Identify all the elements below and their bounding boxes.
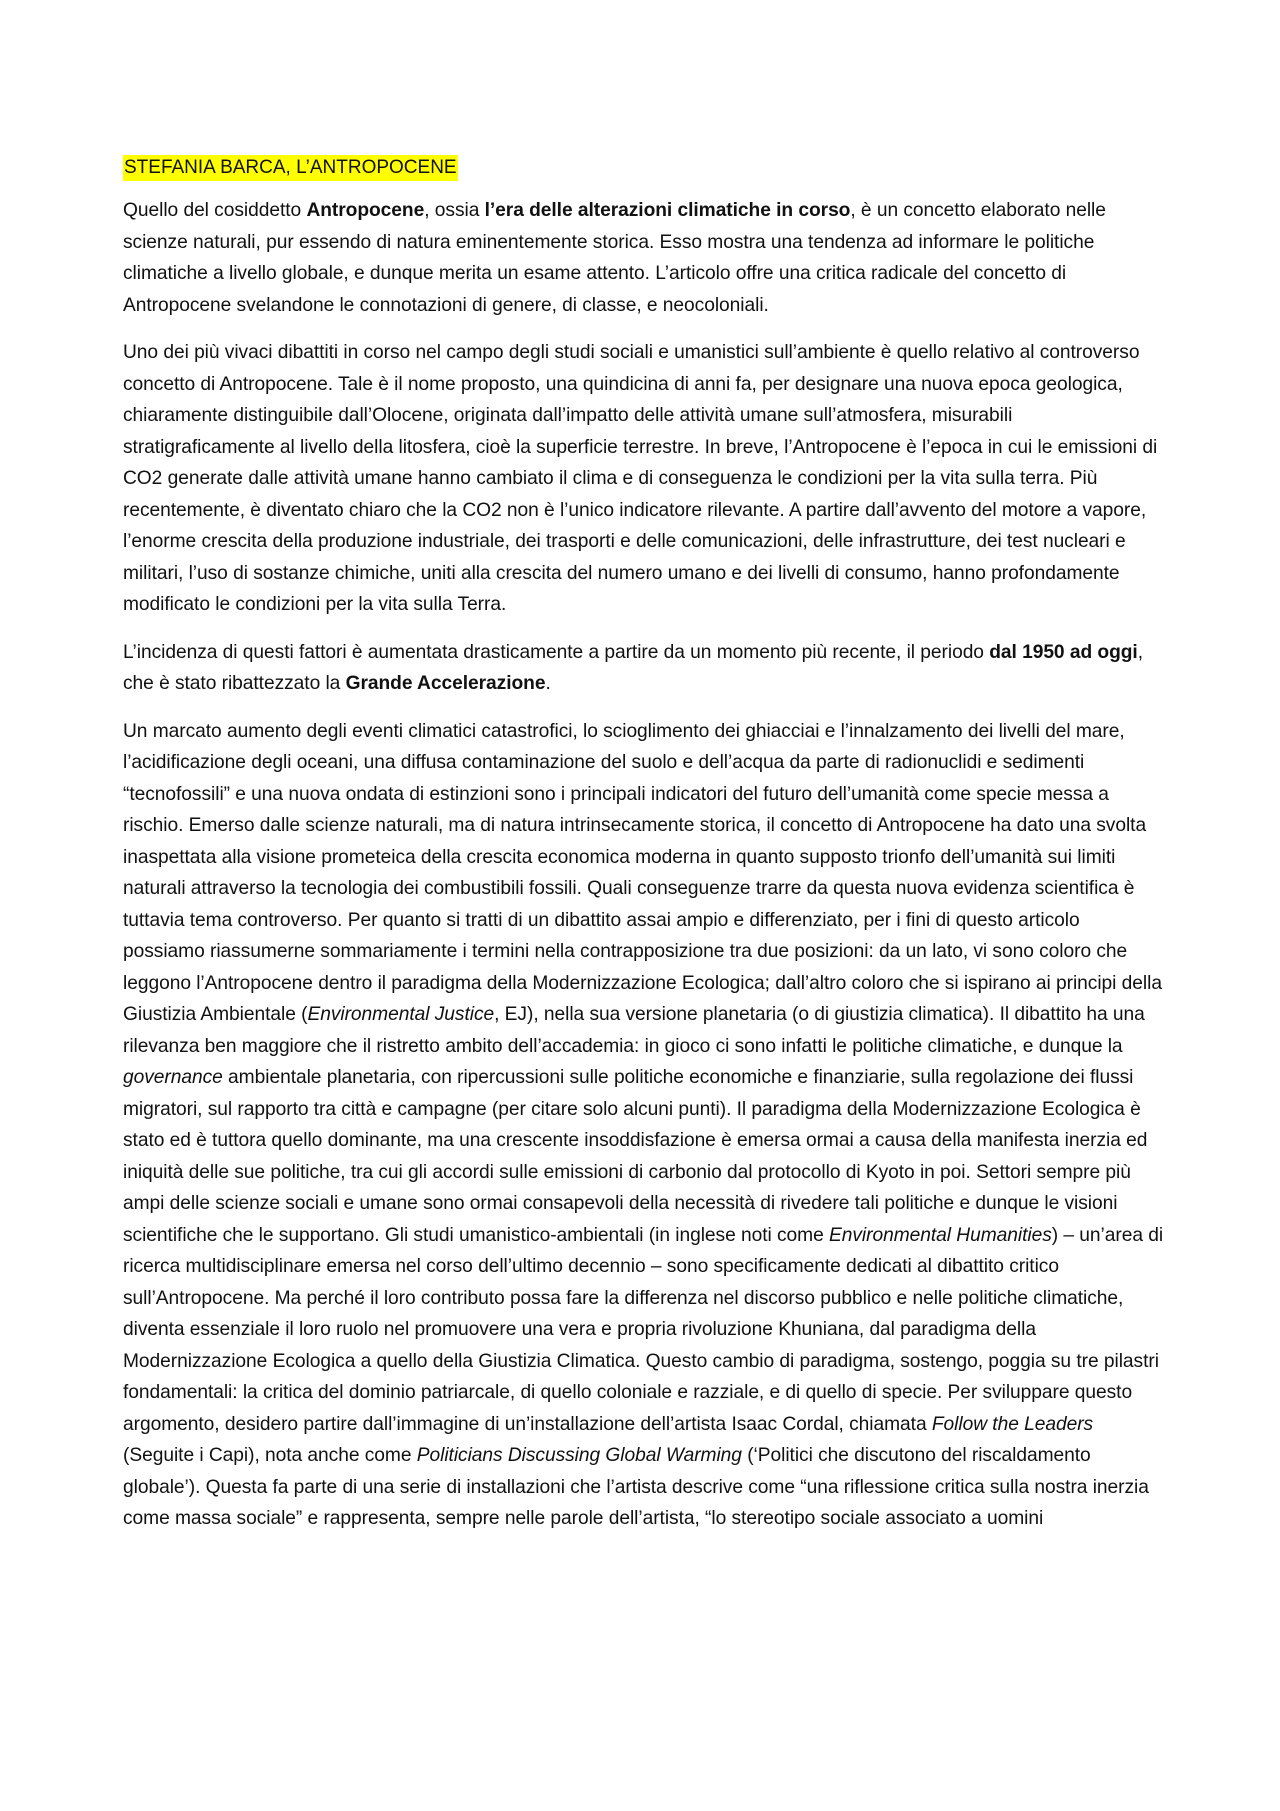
text-run: L’incidenza di questi fattori è aumentata drasticamente a partire da un momento più recente, il periodo: [123, 641, 990, 663]
text-run: ) – un’area di ricerca multidisciplinare emersa nel corso dell’ultimo decennio – sono specificamente dedicati al dibattito critico sull’Antropocene. Ma perché il loro contributo possa fare la differenza nel discorso pubblico e nelle politiche climatiche, diventa essenziale il loro ruolo nel promuovere una vera e propria rivoluzione Khuniana, dal paradigma della Modernizzazione Ecologica a quello della Giustizia Climatica. Questo cambio di paradigma, sostengo, poggia su tre pilastri fondamentali: la critica del dominio patriarcale, di quello coloniale e razziale, e di quello di specie. Per sviluppare questo argomento, desidero partire dall’immagine di un’installazione dell’artista Isaac Cordal, chiamata: [123, 1224, 1164, 1435]
text-run: Quello del cosiddetto: [123, 200, 307, 221]
text-run: .: [545, 673, 551, 694]
text-run: , ossia: [424, 200, 485, 221]
text-run: Un marcato aumento degli eventi climatici catastrofici, lo scioglimento dei ghiacciai e l’innalzamento dei livelli del mare, l’acidificazione degli oceani, una diffusa contaminazione del suolo e dell’acqua da parte di radionuclidi e sedimenti “tecnofossili” e una nuova ondata di estinzioni sono i principali indicatori del futuro dell’umanità come specie messa a rischio. Emerso dalle scienze naturali, ma di natura intrinsecamente storica, il concetto di Antropocene ha dato una svolta inaspettata alla visione prometeica della crescita economica moderna in quanto supposto trionfo dell’umanità sui limiti naturali attraverso la tecnologia dei combustibili fossili. Quali conseguenze trarre da questa nuova evidenza scientifica è tuttavia tema controverso. Per quanto si tratti di un dibattito assai ampio e differenziato, per i fini di questo articolo possiamo riassumerne sommariamente i termini nella contrapposizione tra due posizioni: da un lato, vi sono coloro che leggono l’Antropocene dentro il paradigma della Modernizzazione Ecologica; dall’altro coloro che si ispirano ai principi della Giustizia Ambientale (: [123, 720, 1162, 1025]
text-run: Environmental Humanities: [829, 1224, 1052, 1246]
text-run: Environmental Justice: [307, 1004, 495, 1025]
text-run: Follow the Leaders: [931, 1413, 1094, 1435]
text-run: ambientale planetaria, con ripercussioni sulle politiche economiche e finanziarie, sulla regolazione dei flussi migratori, sul rapporto tra città e campagne (per citare solo alcuni punti). Il paradigma della Modernizzazione Ecologica è stato ed è tuttora quello dominante, ma una crescente insoddisfazione è emersa ormai a causa della manifesta inerzia ed iniquità delle sue politiche, tra cui gli accordi sulle emissioni di carbonio dal protocollo di Kyoto in poi. Settori sempre più ampi delle scienze sociali e umane sono ormai consapevoli della necessità di rivedere tali politiche e dunque le visioni scientifiche che le supportano. Gli studi umanistico-ambientali (in inglese noti come: [123, 1067, 1148, 1246]
paragraph-debate: [123, 337, 1165, 621]
text-run: l’era delle alterazioni climatiche in corso: [484, 200, 851, 221]
text-run: (‘Politici che discutono del riscaldamento globale’). Questa fa parte di una serie di installazioni che l’artista descrive come “una riflessione critica sulla nostra inerzia come massa sociale” e rappresenta, sempre nelle parole dell’artista, “lo stereotipo sociale associato a uomini: [123, 1445, 1149, 1529]
text-run: Antropocene: [306, 200, 425, 221]
document-page: [123, 155, 1165, 1652]
text-run: dal 1950 ad oggi: [989, 641, 1138, 663]
text-run: Grande Accelerazione: [345, 673, 546, 694]
paragraph-main-argument: [123, 716, 1165, 1652]
text-run: , è un concetto elaborato nelle scienze naturali, pur essendo di natura eminentemente storica. Esso mostra una tendenza ad informare le politiche climatiche a livello globale, e dunque merita un esame attento. L’articolo offre una critica radicale del concetto di Antropocene svelandone le connotazioni di genere, di classe, e neocoloniali.: [123, 200, 1106, 316]
paragraph-intro: [123, 195, 1165, 321]
document-title: STEFANIA BARCA, L’ANTROPOCENE: [123, 155, 458, 181]
text-run: , EJ), nella sua versione planetaria (o di giustizia climatica). Il dibattito ha una rilevanza ben maggiore che il ristretto ambito dell’accademia: in gioco ci sono infatti le politiche climatiche, e dunque la: [123, 1004, 1145, 1057]
text-run: Uno dei più vivaci dibattiti in corso nel campo degli studi sociali e umanistici sull’ambiente è quello relativo al controverso concetto di Antropocene. Tale è il nome proposto, una quindicina di anni fa, per designare una nuova epoca geologica, chiaramente distinguibile dall’Olocene, originata dall’impatto delle attività umane sull’atmosfera, misurabili stratigraficamente al livello della litosfera, cioè la superficie terrestre. In breve, l’Antropocene è l’epoca in cui le emissioni di CO2 generate dalle attività umane hanno cambiato il clima e di conseguenza le condizioni per la vita sulla terra. Più recentemente, è diventato chiaro che la CO2 non è l’unico indicatore rilevante. A partire dall’avvento del motore a vapore, l’enorme crescita della produzione industriale, dei trasporti e delle comunicazioni, delle infrastrutture, dei test nucleari e militari, l’uso di sostanze chimiche, uniti alla crescita del numero umano e dei livelli di consumo, hanno profondamente modificato le condizioni per la vita sulla Terra.: [123, 342, 1158, 615]
text-run: , che è stato ribattezzato la: [123, 641, 1143, 694]
paragraph-great-acceleration: [123, 637, 1165, 700]
text-run: (Seguite i Capi), nota anche come: [123, 1445, 417, 1466]
text-run: governance: [123, 1067, 223, 1088]
text-run: Politicians Discussing Global Warming: [416, 1445, 742, 1466]
